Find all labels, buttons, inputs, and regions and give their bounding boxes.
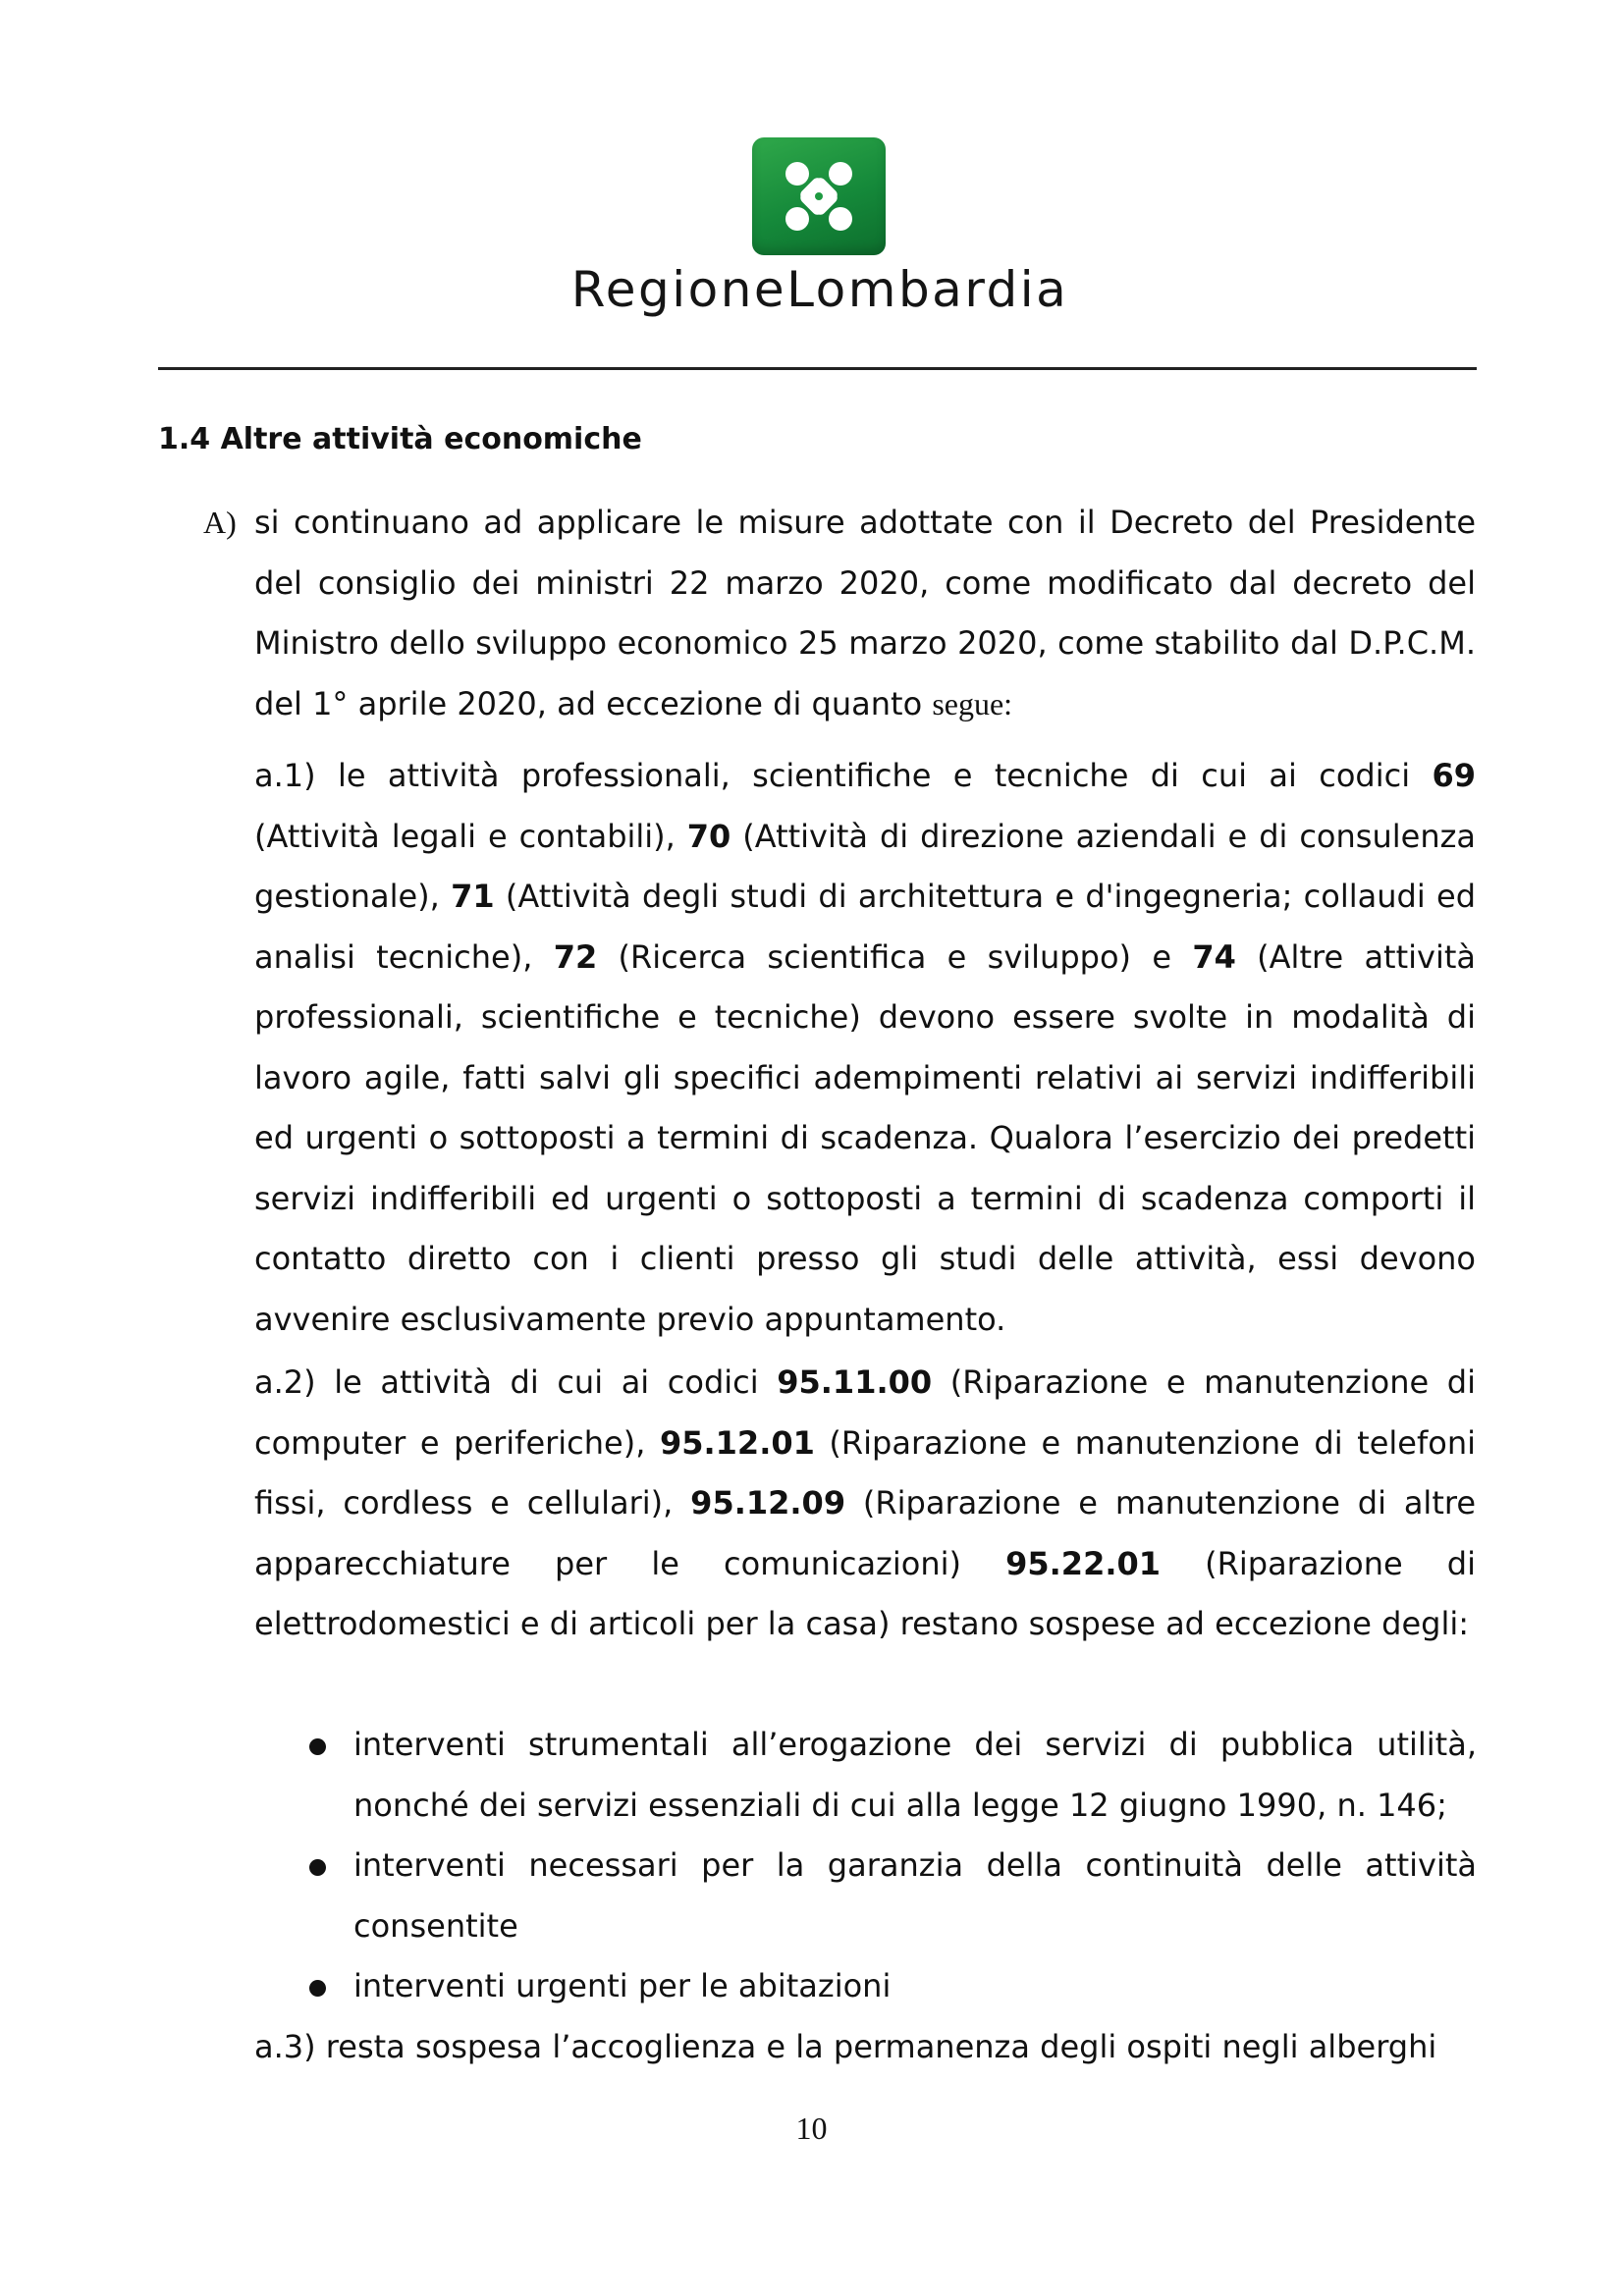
ateco-code: 69 xyxy=(1432,757,1476,794)
logo-wordmark: RegioneLombardia xyxy=(570,261,1069,318)
list-item xyxy=(295,1715,1477,1836)
a2-text: (Riparazione e manutenzione di computer e periferiche), xyxy=(254,1363,1477,1462)
a1-text: (Attività di direzione aziendali e di consulenza gestionale), xyxy=(254,817,1477,915)
list-item-text: interventi urgenti per le abitazioni xyxy=(353,1967,892,2004)
a1-text: (Altre attività professionali, scientifiche e tecniche) devono essere svolte in modalità di lavoro agile, fatti salvi gli specifici adempimenti relativi ai servizi indifferibili ed urgenti o sottoposti a termini di scadenza. Qualora l’esercizio dei predetti servizi indifferibili ed urgenti o sottoposti a termini di scadenza comporti il contatto diretto con i clienti presso gli studi delle attività, essi devono avvenire esclusivamente previo appuntamento. xyxy=(254,937,1477,1338)
ateco-code: 71 xyxy=(451,878,495,915)
item-a-text: si continuano ad applicare le misure adottate con il Decreto del Presidente del consiglio dei ministri 22 marzo 2020, come modificato dal decreto del Ministro dello sviluppo economico 25 marzo 2020, come stabilito dal D.P.C.M. del 1° aprile 2020, ad eccezione di quanto xyxy=(254,504,1476,723)
a2-text: (Riparazione di elettrodomestici e di articoli per la casa) restano sospese ad eccezione degli: xyxy=(254,1544,1477,1642)
ateco-code: 95.11.00 xyxy=(777,1363,933,1401)
bullet-icon xyxy=(309,1738,326,1755)
ateco-code: 74 xyxy=(1192,937,1236,976)
a2-text: (Riparazione e manutenzione di altre apparecchiature per le comunicazioni) xyxy=(254,1484,1476,1582)
a2-text: (Riparazione e manutenzione di telefoni fissi, cordless e cellulari), xyxy=(254,1423,1477,1522)
section-heading: 1.4 Altre attività economiche xyxy=(158,422,642,456)
a1-text: (Ricerca scientifica e sviluppo) e xyxy=(597,937,1193,976)
lombardy-rose-icon xyxy=(752,137,886,255)
item-a-text-end: segue: xyxy=(932,686,1013,722)
ateco-code: 72 xyxy=(553,937,598,976)
list-item xyxy=(295,1836,1477,1956)
a1-text: a.1) le attività professionali, scientifiche e tecniche di cui ai codici xyxy=(254,757,1433,794)
ateco-code: 95.12.01 xyxy=(659,1423,815,1462)
bullet-icon xyxy=(309,1859,326,1876)
header-divider xyxy=(158,367,1477,370)
item-a1-paragraph xyxy=(254,746,1476,1350)
a2-text: a.2) le attività di cui ai codici xyxy=(254,1363,778,1401)
a1-text: (Attività degli studi di architettura e d'ingegneria; collaudi ed analisi tecniche), xyxy=(254,878,1477,976)
item-a-paragraph xyxy=(203,493,1476,735)
a1-text: (Attività legali e contabili), xyxy=(254,817,687,855)
ateco-code: 95.22.01 xyxy=(1005,1544,1162,1582)
page-number: 10 xyxy=(795,2110,828,2146)
item-a3-paragraph: a.3) resta sospesa l’accoglienza e la permanenza degli ospiti negli alberghi xyxy=(254,2028,1437,2065)
list-item-text: interventi strumentali all’erogazione dei servizi di pubblica utilità, nonché dei servizi essenziali di cui alla legge 12 giugno 1990, n. 146; xyxy=(353,1726,1477,1824)
bullet-icon xyxy=(309,1980,326,1997)
item-a-letter: A) xyxy=(203,505,237,540)
item-a2-paragraph xyxy=(254,1353,1476,1655)
list-item-text: interventi necessari per la garanzia della continuità delle attività consentite xyxy=(353,1846,1477,1945)
ateco-code: 95.12.09 xyxy=(690,1484,846,1522)
ateco-code: 70 xyxy=(686,817,731,855)
exceptions-list xyxy=(295,1715,1477,2017)
list-item xyxy=(295,1956,1477,2017)
region-logo-icon xyxy=(752,137,886,255)
